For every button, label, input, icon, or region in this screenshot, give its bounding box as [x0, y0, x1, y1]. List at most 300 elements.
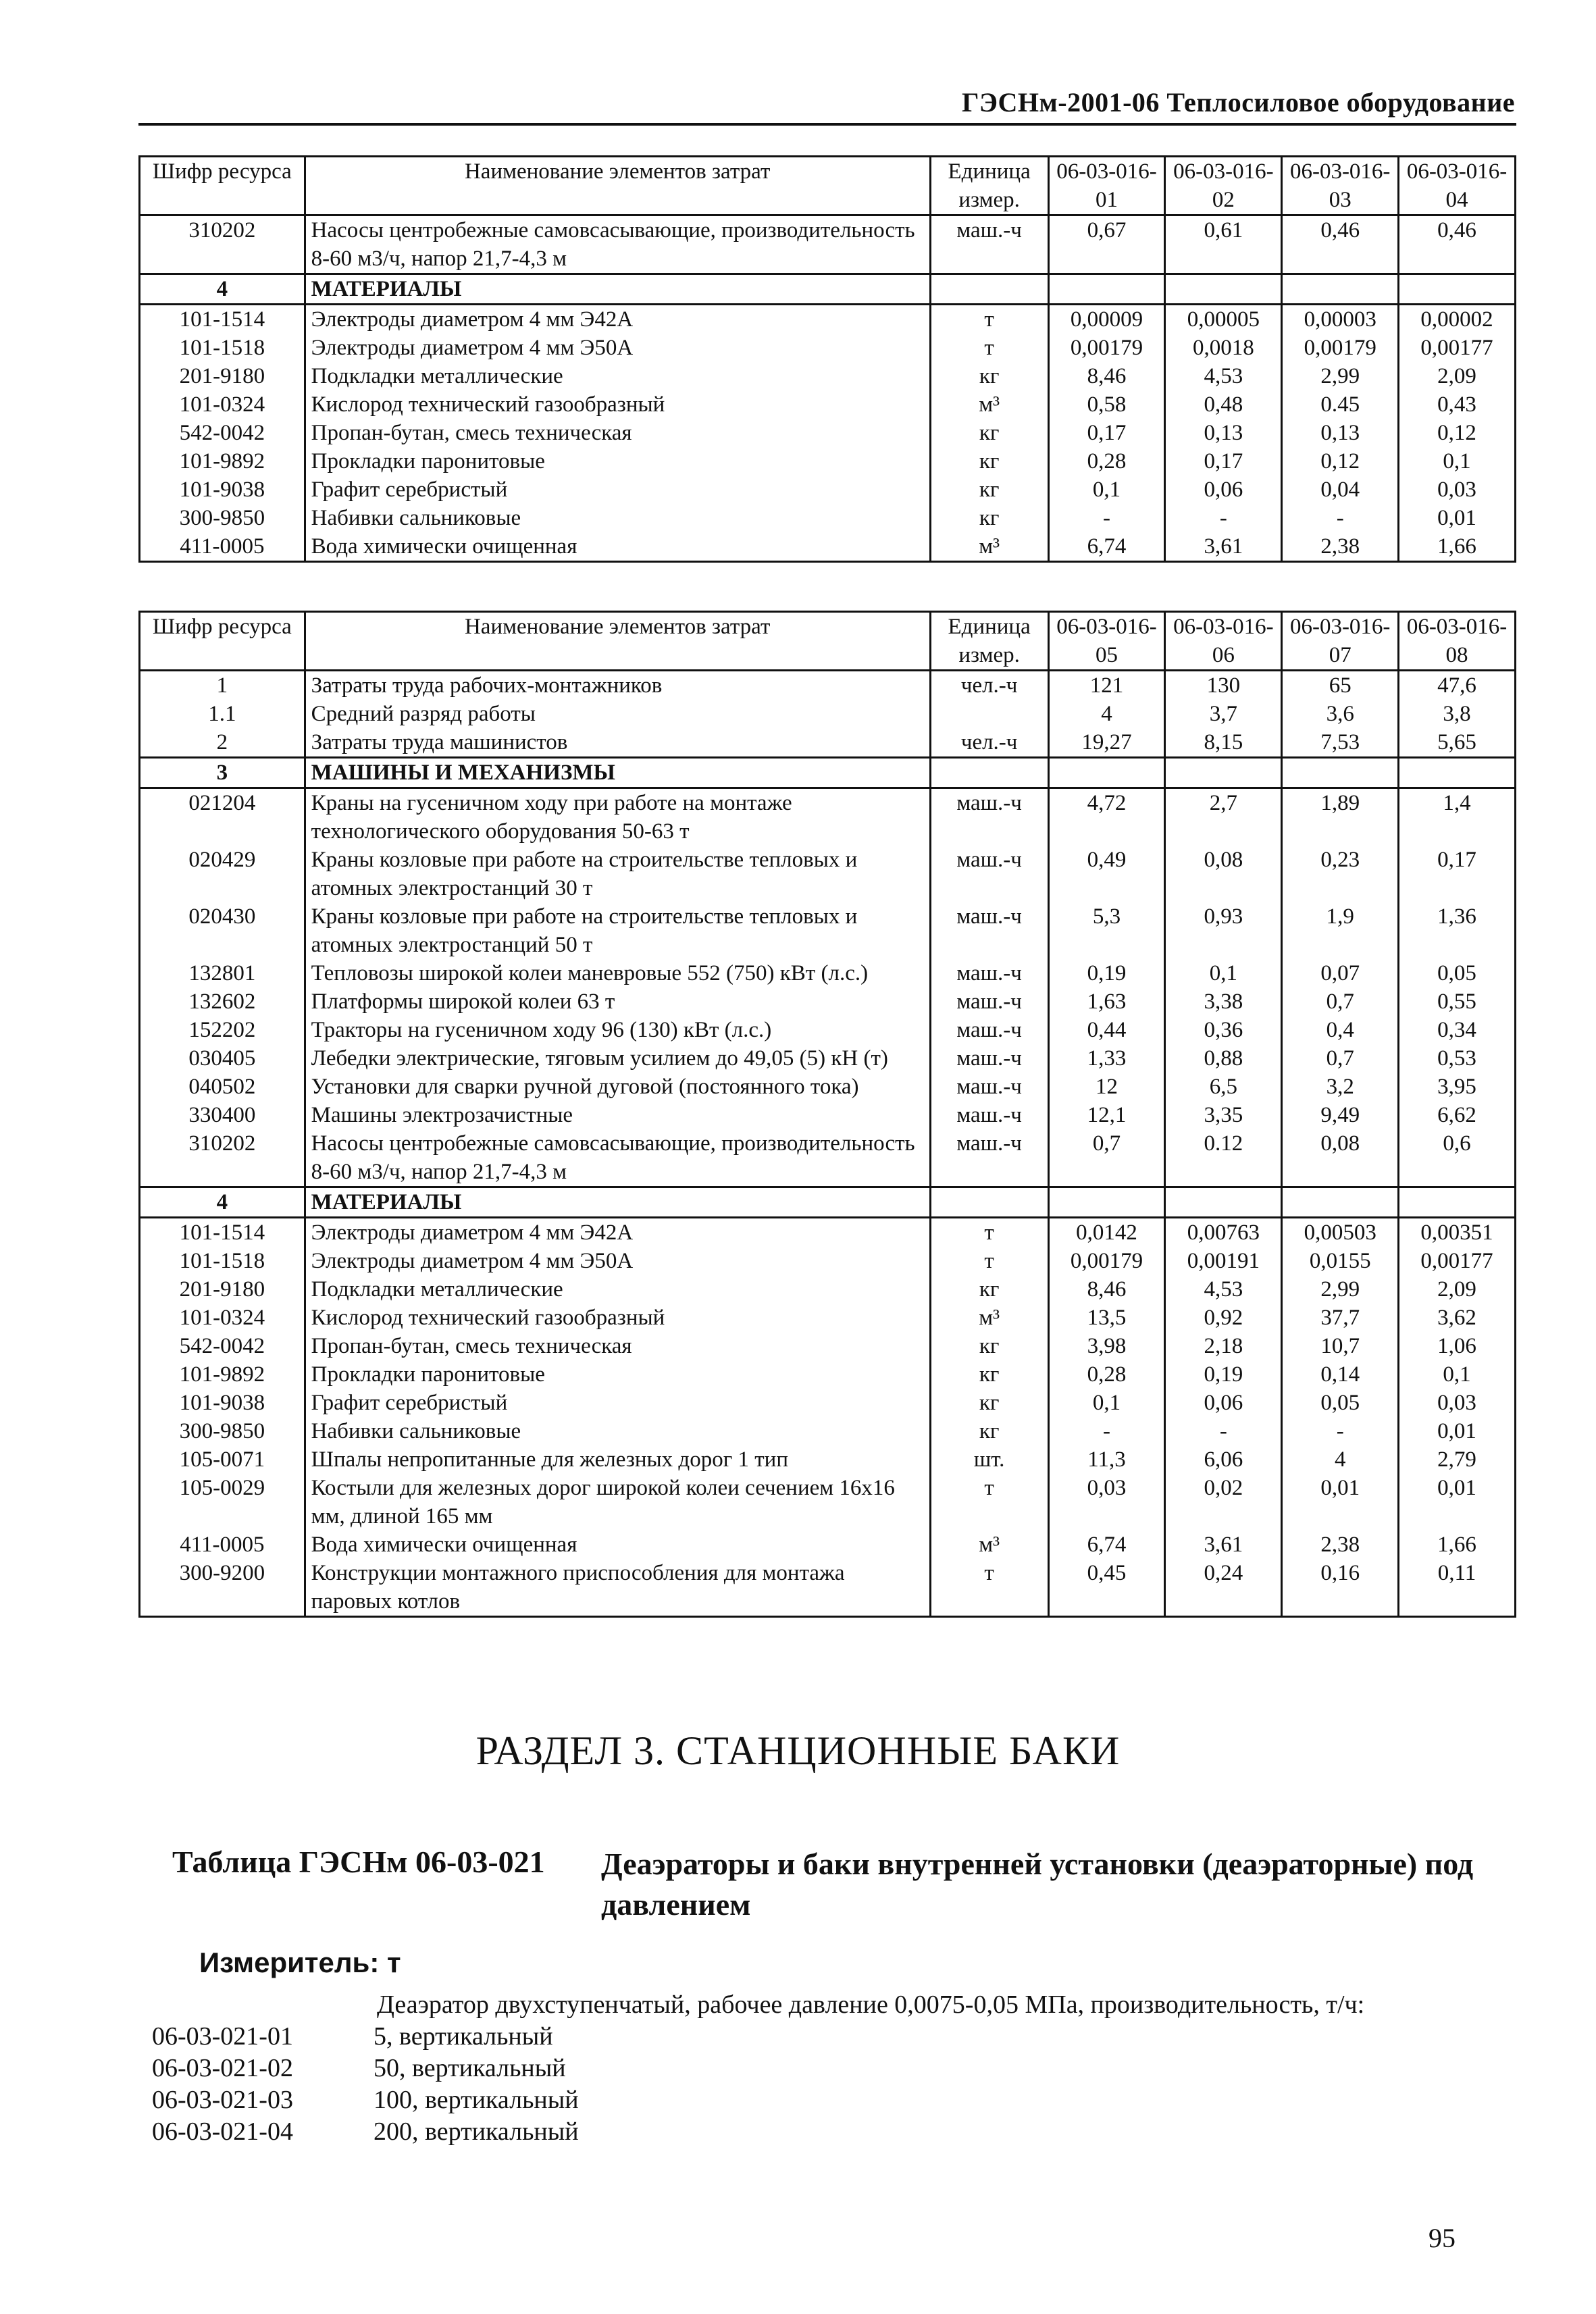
table-row [140, 1559, 1516, 1617]
unit-cell: маш.-ч [930, 788, 1048, 846]
norm-value-cell: 0,7 [1282, 1044, 1399, 1073]
norm-value-cell: 0,03 [1399, 475, 1516, 504]
norm-value-cell: 0,00009 [1048, 305, 1165, 334]
norm-value-cell: 0,00002 [1399, 305, 1516, 334]
norm-value-cell: 0,7 [1282, 987, 1399, 1016]
norm-value-cell: 4,72 [1048, 788, 1165, 846]
norm-value-cell: 0,11 [1399, 1559, 1516, 1617]
unit-cell: маш.-ч [930, 1129, 1048, 1187]
unit-cell: т [930, 1247, 1048, 1275]
table-caption-title: Деаэраторы и баки внутренней установки (деаэраторные) под давлением [601, 1847, 1474, 1922]
norm-value-cell: 0,12 [1399, 419, 1516, 447]
norm-value-cell: 0,13 [1282, 419, 1399, 447]
norm-value-cell: 0,13 [1165, 419, 1282, 447]
norm-value-cell [1282, 274, 1399, 305]
resource-code-cell: 1.1 [140, 700, 305, 728]
list-item [152, 2116, 579, 2148]
norm-value-cell: 0,00003 [1282, 305, 1399, 334]
norm-value-cell: 5,65 [1399, 728, 1516, 758]
norm-value-cell: 13,5 [1048, 1304, 1165, 1332]
norm-value-cell: 0,00177 [1399, 334, 1516, 362]
table-row [140, 362, 1516, 390]
column-header-norm: 06-03-016-03 [1282, 157, 1399, 215]
norm-value-cell: 0,05 [1282, 1389, 1399, 1417]
norm-value-cell: 0,08 [1165, 846, 1282, 902]
resource-code-cell: 300-9850 [140, 504, 305, 532]
table-row [140, 1247, 1516, 1275]
norm-value-cell: 130 [1165, 671, 1282, 700]
norm-value-cell: 0,4 [1282, 1016, 1399, 1044]
resource-code-cell: 152202 [140, 1016, 305, 1044]
table-row [140, 1101, 1516, 1129]
resource-code-cell: 101-0324 [140, 1304, 305, 1332]
unit-cell [930, 758, 1048, 788]
norm-value-cell: 1,36 [1399, 902, 1516, 959]
resource-code-cell: 105-0071 [140, 1445, 305, 1474]
norm-value-cell: 6,74 [1048, 1531, 1165, 1559]
norm-value-cell: 0.12 [1165, 1129, 1282, 1187]
resource-code-cell: 021204 [140, 788, 305, 846]
norm-value-cell: 2,38 [1282, 532, 1399, 562]
norm-value-cell: 0,43 [1399, 390, 1516, 419]
header-rule [138, 123, 1516, 126]
norm-value-cell: 1,63 [1048, 987, 1165, 1016]
norm-value-cell: 0,01 [1399, 1417, 1516, 1445]
resource-name-cell: Электроды диаметром 4 мм Э42А [305, 1218, 930, 1248]
norm-value-cell: 0,07 [1282, 959, 1399, 987]
norm-value-cell: 1,89 [1282, 788, 1399, 846]
norm-value-cell: 4 [1282, 1445, 1399, 1474]
list-item [152, 2021, 579, 2053]
column-header-norm: 06-03-016-05 [1048, 612, 1165, 671]
resource-name-cell: Пропан-бутан, смесь техническая [305, 1332, 930, 1360]
norm-value-cell: - [1165, 1417, 1282, 1445]
unit-cell: м³ [930, 1531, 1048, 1559]
norm-value-cell: 3,7 [1165, 700, 1282, 728]
norm-value-cell: 0,00179 [1048, 1247, 1165, 1275]
resource-code-cell: 101-1518 [140, 334, 305, 362]
norm-value-cell: 0,1 [1048, 475, 1165, 504]
unit-cell [930, 700, 1048, 728]
resource-code-cell: 411-0005 [140, 532, 305, 562]
norm-value-cell: 3,38 [1165, 987, 1282, 1016]
resource-code-cell: 020429 [140, 846, 305, 902]
column-header-name: Наименование элементов затрат [305, 612, 930, 671]
norm-value-cell: 6,62 [1399, 1101, 1516, 1129]
norm-value-cell: 0,1 [1399, 1360, 1516, 1389]
table-row [140, 700, 1516, 728]
norm-value-cell: 11,3 [1048, 1445, 1165, 1474]
table-header-row [140, 612, 1516, 671]
table-row [140, 419, 1516, 447]
norm-value-cell: 0,58 [1048, 390, 1165, 419]
unit-cell: шт. [930, 1445, 1048, 1474]
table-header-row [140, 157, 1516, 215]
norm-value-cell: 0,53 [1399, 1044, 1516, 1073]
page-number: 95 [1428, 2223, 1456, 2253]
norm-value-cell: 65 [1282, 671, 1399, 700]
item-group-intro: Деаэратор двухступенчатый, рабочее давление 0,0075-0,05 МПа, производительность, т/ч: [377, 1990, 1365, 2019]
norm-value-cell: 12 [1048, 1073, 1165, 1101]
norm-value-cell: 1,66 [1399, 1531, 1516, 1559]
norm-value-cell: 6,74 [1048, 532, 1165, 562]
unit-cell: т [930, 305, 1048, 334]
resource-code-cell: 542-0042 [140, 1332, 305, 1360]
norm-value-cell: 3,2 [1282, 1073, 1399, 1101]
norm-value-cell: 47,6 [1399, 671, 1516, 700]
unit-cell: кг [930, 504, 1048, 532]
norm-value-cell: 6,06 [1165, 1445, 1282, 1474]
section-title: РАЗДЕЛ 3. СТАНЦИОННЫЕ БАКИ [475, 1728, 1121, 1773]
unit-cell: кг [930, 475, 1048, 504]
norm-value-cell: 0,1 [1048, 1389, 1165, 1417]
norm-value-cell [1399, 1187, 1516, 1218]
resource-name-cell: Кислород технический газообразный [305, 1304, 930, 1332]
norm-value-cell: 0,1 [1399, 447, 1516, 475]
norm-value-cell: 9,49 [1282, 1101, 1399, 1129]
norm-value-cell: 37,7 [1282, 1304, 1399, 1332]
resource-code-cell: 310202 [140, 215, 305, 274]
norm-value-cell: 0,0018 [1165, 334, 1282, 362]
norm-value-cell: 0,16 [1282, 1559, 1399, 1617]
table-row [140, 532, 1516, 562]
norm-value-cell: 0,28 [1048, 1360, 1165, 1389]
column-header-name: Наименование элементов затрат [305, 157, 930, 215]
running-header: ГЭСНм-2001-06 Теплосиловое оборудование [961, 87, 1515, 118]
resource-name-cell: Затраты труда машинистов [305, 728, 930, 758]
list-item [152, 2053, 579, 2084]
norm-value-cell: 0,19 [1048, 959, 1165, 987]
unit-cell: чел.-ч [930, 728, 1048, 758]
resource-code-cell: 101-9892 [140, 447, 305, 475]
unit-cell: т [930, 334, 1048, 362]
norm-value-cell: - [1282, 504, 1399, 532]
table-row [140, 1332, 1516, 1360]
unit-cell: м³ [930, 390, 1048, 419]
resource-code-cell: 105-0029 [140, 1474, 305, 1531]
table-row [140, 788, 1516, 846]
norm-value-cell: 12,1 [1048, 1101, 1165, 1129]
norm-value-cell: 2,99 [1282, 1275, 1399, 1304]
unit-cell: кг [930, 1360, 1048, 1389]
table-row [140, 334, 1516, 362]
norm-value-cell: 0,36 [1165, 1016, 1282, 1044]
norm-value-cell [1165, 758, 1282, 788]
resource-code-cell: 101-9892 [140, 1360, 305, 1389]
resource-code-cell: 101-0324 [140, 390, 305, 419]
resource-name-cell: Насосы центробежные самовсасывающие, производительность 8-60 м3/ч, напор 21,7-4,3 м [305, 215, 930, 274]
norm-value-cell: 2,79 [1399, 1445, 1516, 1474]
norm-value-cell: 0,03 [1399, 1389, 1516, 1417]
table-section-row [140, 274, 1516, 305]
unit-cell: кг [930, 1275, 1048, 1304]
resource-name-cell: Затраты труда рабочих-монтажников [305, 671, 930, 700]
norm-value-cell: 0,04 [1282, 475, 1399, 504]
norm-value-cell: 3,61 [1165, 1531, 1282, 1559]
resource-name-cell: Костыли для железных дорог широкой колеи сечением 16х16 мм, длиной 165 мм [305, 1474, 930, 1531]
resource-code-cell: 101-1514 [140, 305, 305, 334]
item-text: 5, вертикальный [374, 2022, 553, 2051]
unit-cell: кг [930, 447, 1048, 475]
norm-value-cell: 2,99 [1282, 362, 1399, 390]
resource-code-cell: 4 [140, 274, 305, 305]
table-row [140, 1389, 1516, 1417]
norm-value-cell: 0,28 [1048, 447, 1165, 475]
norm-value-cell: 0,05 [1399, 959, 1516, 987]
table-row [140, 215, 1516, 274]
unit-cell: маш.-ч [930, 987, 1048, 1016]
norm-value-cell: 1,06 [1399, 1332, 1516, 1360]
norm-value-cell: 0,01 [1399, 1474, 1516, 1531]
column-header-norm: 06-03-016-06 [1165, 612, 1282, 671]
resource-name-cell: Шпалы непропитанные для железных дорог 1 тип [305, 1445, 930, 1474]
norm-value-cell [1165, 274, 1282, 305]
resource-name-cell: Подкладки металлические [305, 362, 930, 390]
norm-value-cell: 0,08 [1282, 1129, 1399, 1187]
norm-value-cell: 0,00351 [1399, 1218, 1516, 1248]
table-row [140, 959, 1516, 987]
norm-value-cell: 0,01 [1282, 1474, 1399, 1531]
norm-value-cell: - [1165, 504, 1282, 532]
resource-code-cell: 4 [140, 1187, 305, 1218]
norm-value-cell: 3,6 [1282, 700, 1399, 728]
norm-value-cell: 0,93 [1165, 902, 1282, 959]
table-row [140, 1360, 1516, 1389]
item-text: 100, вертикальный [374, 2086, 579, 2114]
norm-value-cell: 121 [1048, 671, 1165, 700]
resource-name-cell: Набивки сальниковые [305, 504, 930, 532]
norm-value-cell: 0.45 [1282, 390, 1399, 419]
resource-name-cell: Тепловозы широкой колеи маневровые 552 (750) кВт (л.с.) [305, 959, 930, 987]
norm-value-cell [1048, 758, 1165, 788]
resource-name-cell: Набивки сальниковые [305, 1417, 930, 1445]
norm-value-cell: 0,14 [1282, 1360, 1399, 1389]
unit-cell: т [930, 1474, 1048, 1531]
column-header-norm: 06-03-016-01 [1048, 157, 1165, 215]
resource-code-cell: 201-9180 [140, 1275, 305, 1304]
resource-name-cell: Электроды диаметром 4 мм Э42А [305, 305, 930, 334]
unit-cell [930, 274, 1048, 305]
resource-table-1 [138, 155, 1516, 563]
norm-value-cell: 0,00005 [1165, 305, 1282, 334]
resource-code-cell: 201-9180 [140, 362, 305, 390]
resource-name-cell: МАТЕРИАЛЫ [305, 274, 930, 305]
norm-value-cell [1165, 1187, 1282, 1218]
norm-value-cell: 0,01 [1399, 504, 1516, 532]
norm-value-cell: 3,35 [1165, 1101, 1282, 1129]
unit-cell: кг [930, 419, 1048, 447]
norm-value-cell: 8,46 [1048, 362, 1165, 390]
resource-name-cell: Средний разряд работы [305, 700, 930, 728]
norm-value-cell: 5,3 [1048, 902, 1165, 959]
norm-value-cell: 6,5 [1165, 1073, 1282, 1101]
norm-value-cell: 19,27 [1048, 728, 1165, 758]
resource-name-cell: Пропан-бутан, смесь техническая [305, 419, 930, 447]
resource-name-cell: Вода химически очищенная [305, 532, 930, 562]
resource-name-cell: Тракторы на гусеничном ходу 96 (130) кВт (л.с.) [305, 1016, 930, 1044]
resource-code-cell: 300-9850 [140, 1417, 305, 1445]
norm-value-cell: 0,92 [1165, 1304, 1282, 1332]
norm-value-cell: 0,61 [1165, 215, 1282, 274]
norm-value-cell: 1,4 [1399, 788, 1516, 846]
table-row [140, 987, 1516, 1016]
norm-value-cell: 0,44 [1048, 1016, 1165, 1044]
norm-value-cell: 0,17 [1165, 447, 1282, 475]
unit-cell: маш.-ч [930, 1073, 1048, 1101]
table-row [140, 1129, 1516, 1187]
norm-value-cell: 0,1 [1165, 959, 1282, 987]
table-row [140, 1304, 1516, 1332]
norm-value-cell: 4,53 [1165, 362, 1282, 390]
unit-cell: маш.-ч [930, 1101, 1048, 1129]
norm-value-cell: - [1048, 1417, 1165, 1445]
resource-name-cell: Конструкции монтажного приспособления для монтажа паровых котлов [305, 1559, 930, 1617]
norm-value-cell: 2,7 [1165, 788, 1282, 846]
meter-label: Измеритель: т [199, 1947, 401, 1978]
norm-value-cell: 0,00503 [1282, 1218, 1399, 1248]
norm-value-cell: 10,7 [1282, 1332, 1399, 1360]
norm-value-cell: 0,00191 [1165, 1247, 1282, 1275]
unit-cell: т [930, 1559, 1048, 1617]
resource-table-2 [138, 611, 1516, 1618]
unit-cell: м³ [930, 532, 1048, 562]
norm-value-cell: 0,34 [1399, 1016, 1516, 1044]
norm-value-cell: 0,02 [1165, 1474, 1282, 1531]
unit-cell: т [930, 1218, 1048, 1248]
resource-name-cell: Установки для сварки ручной дуговой (постоянного тока) [305, 1073, 930, 1101]
norm-value-cell: 0,49 [1048, 846, 1165, 902]
item-code: 06-03-021-04 [152, 2117, 293, 2146]
resource-code-cell: 132801 [140, 959, 305, 987]
norm-value-cell: 1,33 [1048, 1044, 1165, 1073]
norm-value-cell: 4 [1048, 700, 1165, 728]
table-row [140, 1531, 1516, 1559]
norm-value-cell: 8,15 [1165, 728, 1282, 758]
column-header-unit: Единица измер. [930, 157, 1048, 215]
norm-value-cell: 0,46 [1282, 215, 1399, 274]
norm-value-cell: 0,17 [1048, 419, 1165, 447]
unit-cell: кг [930, 1389, 1048, 1417]
column-header-norm: 06-03-016-04 [1399, 157, 1516, 215]
resource-code-cell: 020430 [140, 902, 305, 959]
table-row [140, 1073, 1516, 1101]
norm-item-list [152, 2021, 579, 2148]
unit-cell: кг [930, 362, 1048, 390]
table-row [140, 1474, 1516, 1531]
resource-code-cell: 3 [140, 758, 305, 788]
norm-value-cell: 0,48 [1165, 390, 1282, 419]
norm-value-cell: 1,66 [1399, 532, 1516, 562]
unit-cell: маш.-ч [930, 1044, 1048, 1073]
unit-cell: маш.-ч [930, 1016, 1048, 1044]
column-header-norm: 06-03-016-07 [1282, 612, 1399, 671]
unit-cell: маш.-ч [930, 959, 1048, 987]
norm-value-cell: 0,00179 [1282, 334, 1399, 362]
norm-value-cell: 3,62 [1399, 1304, 1516, 1332]
resource-code-cell: 300-9200 [140, 1559, 305, 1617]
table-row [140, 475, 1516, 504]
norm-value-cell [1048, 274, 1165, 305]
table-row [140, 1218, 1516, 1248]
norm-value-cell: 7,53 [1282, 728, 1399, 758]
resource-name-cell: Лебедки электрические, тяговым усилием до 49,05 (5) кН (т) [305, 1044, 930, 1073]
unit-cell: кг [930, 1332, 1048, 1360]
resource-code-cell: 101-9038 [140, 1389, 305, 1417]
resource-code-cell: 542-0042 [140, 419, 305, 447]
resource-name-cell: Прокладки паронитовые [305, 447, 930, 475]
resource-code-cell: 101-9038 [140, 475, 305, 504]
item-text: 50, вертикальный [374, 2054, 566, 2082]
norm-value-cell [1282, 1187, 1399, 1218]
resource-code-cell: 1 [140, 671, 305, 700]
resource-name-cell: Краны козловые при работе на строительстве тепловых и атомных электростанций 30 т [305, 846, 930, 902]
resource-name-cell: Прокладки паронитовые [305, 1360, 930, 1389]
norm-value-cell: 3,61 [1165, 532, 1282, 562]
norm-value-cell: 2,09 [1399, 1275, 1516, 1304]
norm-value-cell [1048, 1187, 1165, 1218]
norm-value-cell: 0,45 [1048, 1559, 1165, 1617]
norm-value-cell: 0,0142 [1048, 1218, 1165, 1248]
resource-code-cell: 132602 [140, 987, 305, 1016]
table-row [140, 305, 1516, 334]
item-code: 06-03-021-01 [152, 2022, 293, 2051]
norm-value-cell: 0,88 [1165, 1044, 1282, 1073]
norm-value-cell: 0,00177 [1399, 1247, 1516, 1275]
norm-value-cell: 0,6 [1399, 1129, 1516, 1187]
norm-value-cell: 0,67 [1048, 215, 1165, 274]
table-row [140, 1275, 1516, 1304]
unit-cell: маш.-ч [930, 215, 1048, 274]
resource-name-cell: Насосы центробежные самовсасывающие, производительность 8-60 м3/ч, напор 21,7-4,3 м [305, 1129, 930, 1187]
norm-value-cell: - [1282, 1417, 1399, 1445]
table-row [140, 504, 1516, 532]
norm-value-cell: 3,95 [1399, 1073, 1516, 1101]
table-row [140, 390, 1516, 419]
norm-value-cell: 0,06 [1165, 475, 1282, 504]
norm-value-cell: 0,17 [1399, 846, 1516, 902]
unit-cell: кг [930, 1417, 1048, 1445]
norm-value-cell: 0,24 [1165, 1559, 1282, 1617]
resource-name-cell: МАТЕРИАЛЫ [305, 1187, 930, 1218]
norm-value-cell [1399, 758, 1516, 788]
table-row [140, 1445, 1516, 1474]
norm-value-cell: 0,46 [1399, 215, 1516, 274]
resource-name-cell: Вода химически очищенная [305, 1531, 930, 1559]
unit-cell: чел.-ч [930, 671, 1048, 700]
resource-name-cell: Подкладки металлические [305, 1275, 930, 1304]
norm-value-cell: 0,7 [1048, 1129, 1165, 1187]
column-header-code: Шифр ресурса [140, 157, 305, 215]
resource-name-cell: Краны козловые при работе на строительстве тепловых и атомных электростанций 50 т [305, 902, 930, 959]
list-item [152, 2084, 579, 2116]
item-code: 06-03-021-03 [152, 2086, 293, 2114]
norm-value-cell: 3,8 [1399, 700, 1516, 728]
table-row [140, 902, 1516, 959]
norm-value-cell: 0,06 [1165, 1389, 1282, 1417]
resource-name-cell: Кислород технический газообразный [305, 390, 930, 419]
norm-value-cell: 2,38 [1282, 1531, 1399, 1559]
column-header-code: Шифр ресурса [140, 612, 305, 671]
table-caption-label: Таблица ГЭСНм 06-03-021 [172, 1845, 545, 1879]
resource-name-cell: МАШИНЫ И МЕХАНИЗМЫ [305, 758, 930, 788]
norm-value-cell: 0,00179 [1048, 334, 1165, 362]
norm-value-cell: 0,12 [1282, 447, 1399, 475]
resource-code-cell: 330400 [140, 1101, 305, 1129]
table-row [140, 671, 1516, 700]
norm-value-cell: 0,0155 [1282, 1247, 1399, 1275]
table-row [140, 728, 1516, 758]
resource-code-cell: 2 [140, 728, 305, 758]
